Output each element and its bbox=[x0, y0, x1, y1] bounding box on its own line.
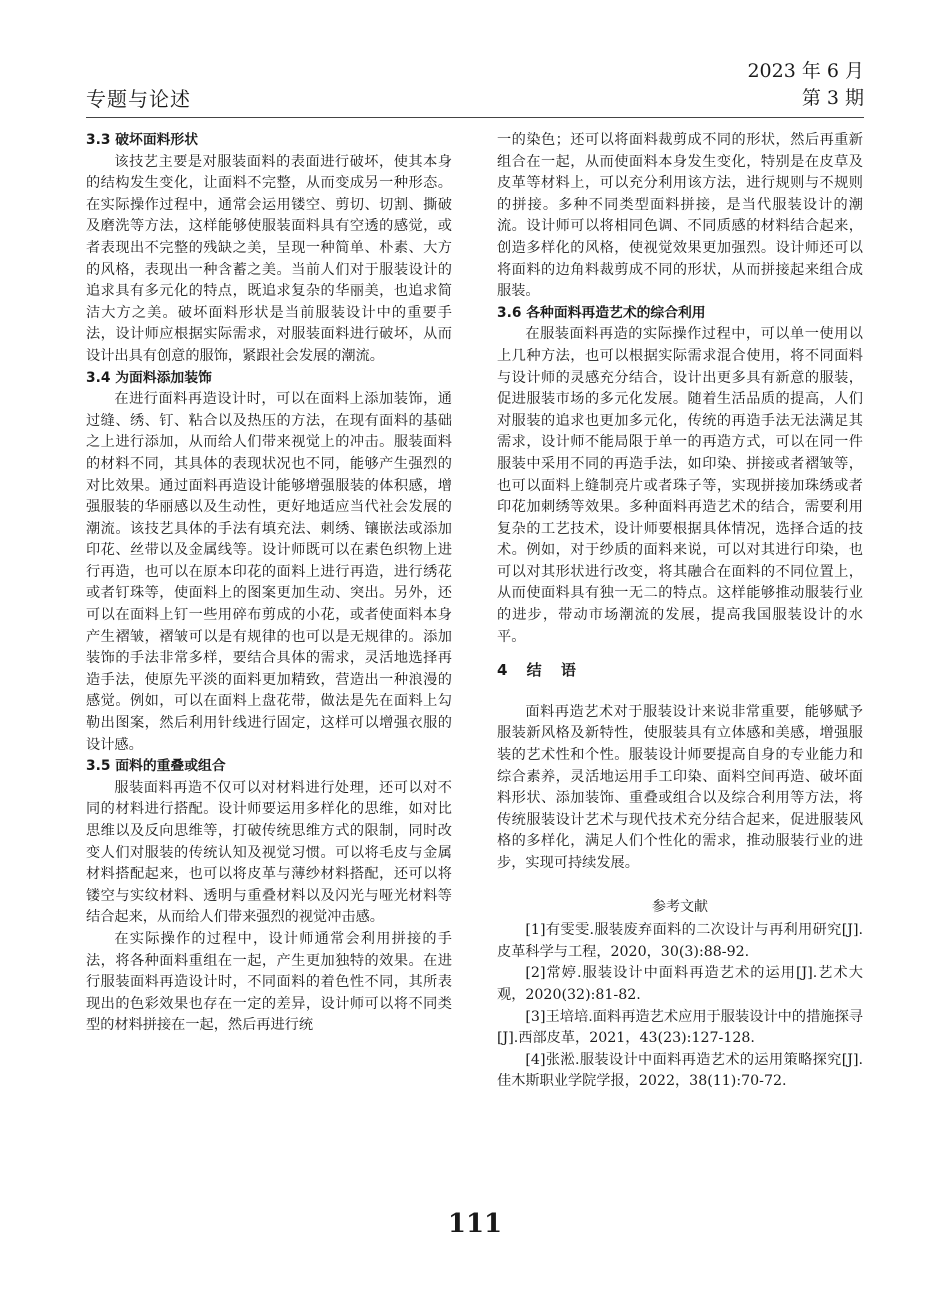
issue-date: 2023 年 6 月 bbox=[747, 60, 864, 82]
section-3-6-paragraph: 在服装面料再造的实际操作过程中，可以单一使用以上几种方法，也可以根据实际需求混合使用，将不同面料与设计师的灵感充分结合，设计出更多具有新意的服装，促进服装市场的多元化发展。随着生活品质的提高，人们对服装的追求也更加多元化，传统的再造手法无法满足其需求，设计师不能局限于单一的再造方式，可以在同一件服装中采用不同的再造手法，如印染、拼接或者褶皱等，也可以面料上缝制亮片或者珠子等，实现拼接加珠绣或者印花加刺绣等效果。多种面料再造艺术的结合，需要利用复杂的工艺技术，设计师要根据具体情况，选择合适的技术。例如，对于纱质的面料来说，可以对其进行印染，也可以对其形状进行改变，将其融合在面料的不同位置上，从而使面料具有独一无二的特点。这样能够推动服装行业的进步，带动市场潮流的发展，提高我国服装设计的水平。 bbox=[497, 326, 863, 645]
reference-item: [3]王培培.面料再造艺术应用于服装设计中的措施探寻[J].西部皮革，2021，43(23):127-128. bbox=[497, 1008, 863, 1047]
reference-item: [4]张淞.服装设计中面料再造艺术的运用策略探究[J].佳木斯职业学院学报，2022，38(11):70-72. bbox=[497, 1051, 863, 1090]
page-number: 111 bbox=[447, 1209, 503, 1239]
section-3-5-paragraph-2: 在实际操作的过程中，设计师通常会利用拼接的手法，将各种面料重组在一起，产生更加独特的效果。在进行服装面料再造设计时，不同面料的着色性不同，其所表现出的色彩效果也存在一定的差异，设计师可以将不同类型的材料拼接在一起，然后再进行统 bbox=[86, 930, 452, 1034]
section-3-4-heading: 3.4 为面料添加装饰 bbox=[86, 369, 212, 386]
section-3-3-heading: 3.3 破坏面料形状 bbox=[86, 132, 199, 148]
section-3-4-paragraph: 在进行面料再造设计时，可以在面料上添加装饰，通过缝、绣、钉、粘合以及热压的方法，在现有面料的基础之上进行添加，从而给人们带来视觉上的冲击。服装面料的材料不同，其具体的表现状况也不同，能够产生强烈的对比效果。通过面料再造设计能够增强服装的体积感，增强服装的华丽感以及生动性，更好地适应当代社会发展的潮流。该技艺具体的手法有填充法、刺绣、镶嵌法或添加印花、丝带以及金属线等。设计师既可以在素色织物上进行再造，也可以在原本印花的面料上进行再造，进行绣花或者钉珠等，使面料上的图案更加生动、突出。另外，还可以在面料上钉一些用碎布剪成的小花，或者使面料本身产生褶皱，褶皱可以是有规律的也可以是无规律的。添加装饰的手法非常多样，要结合具体的需求，灵活地选择再造手法，使原先平淡的面料更加精致，营造出一种浪漫的感觉。例如，可以在面料上盘花带，做法是先在面料上勾勒出图案，然后利用针线进行固定，这样可以增强衣服的设计感。 bbox=[86, 391, 452, 753]
header-divider bbox=[86, 117, 864, 118]
section-4-heading: 4 结 语 bbox=[497, 661, 576, 680]
issue-number: 第 3 期 bbox=[801, 87, 864, 109]
section-3-3-paragraph: 该技艺主要是对服装面料的表面进行破坏，使其本身的结构发生变化，让面料不完整，从而变成另一种形态。在实际操作过程中，通常会运用镂空、剪切、切割、撕破及磨洗等方法，这样能够使服装面料具有空透的感觉，或者表现出不完整的残缺之美，呈现一种简单、朴素、大方的风格，表现出一种含蓄之美。当前人们对于服装设计的追求具有多元化的特点，既追求复杂的华丽美，也追求简洁大方之美。破坏面料形状是当前服装设计中的重要手法，设计师应根据实际需求，对服装面料进行破坏，从而设计出具有创意的服饰，紧跟社会发展的潮流。 bbox=[86, 153, 452, 364]
journal-section-title: 专题与论述 bbox=[86, 87, 191, 111]
conclusion-paragraph: 面料再造艺术对于服装设计来说非常重要，能够赋予服装新风格及新特性，使服装具有立体感和美感，增强服装的艺术性和个性。服装设计师要提高自身的专业能力和综合素养，灵活地运用手工印染、面料空间再造、破坏面料形状、添加装饰、重叠或组合以及综合利用等方法，将传统服装设计艺术与现代技术充分结合起来，促进服装风格的多样化，满足人们个性化的需求，推动服装行业的进步，实现可持续发展。 bbox=[497, 703, 863, 871]
reference-item: [1]有雯雯.服装废弃面料的二次设计与再利用研究[J].皮革科学与工程，2020，30(3):88-92. bbox=[497, 922, 863, 960]
right-column bbox=[497, 130, 863, 1093]
reference-item: [2]常婷.服装设计中面料再造艺术的运用[J].艺术大观，2020(32):81-82. bbox=[497, 965, 863, 1003]
section-3-5-paragraph-1: 服装面料再造不仅可以对材料进行处理，还可以对不同的材料进行搭配。设计师要运用多样化的思维，如对比思维以及反向思维等，打破传统思维方式的限制，同时改变人们对服装的传统认知及视觉习惯。可以将毛皮与金属材料搭配起来，也可以将皮革与薄纱材料搭配，还可以将镂空与实纹材料、透明与重叠材料以及闪光与哑光材料等结合起来，从而给人们带来强烈的视觉冲击感。 bbox=[86, 779, 452, 926]
section-3-5-paragraph-2-continued: 一的染色；还可以将面料裁剪成不同的形状，然后再重新组合在一起，从而使面料本身发生变化，特别是在皮草及皮革等材料上，可以充分利用该方法，进行规则与不规则的拼接。多种不同类型面料拼接，是当代服装设计的潮流。设计师可以将相同色调、不同质感的材料结合起来，创造多样化的风格，使视觉效果更加强烈。设计师还可以将面料的边角料裁剪成不同的形状，从而拼接起来组合成服装。 bbox=[497, 132, 863, 300]
section-3-6-heading: 3.6 各种面料再造艺术的综合利用 bbox=[497, 304, 706, 321]
references-title: 参考文献 bbox=[652, 898, 708, 915]
issue-info bbox=[747, 58, 864, 112]
section-3-5-heading: 3.5 面料的重叠或组合 bbox=[86, 758, 226, 775]
left-column bbox=[86, 130, 452, 1037]
